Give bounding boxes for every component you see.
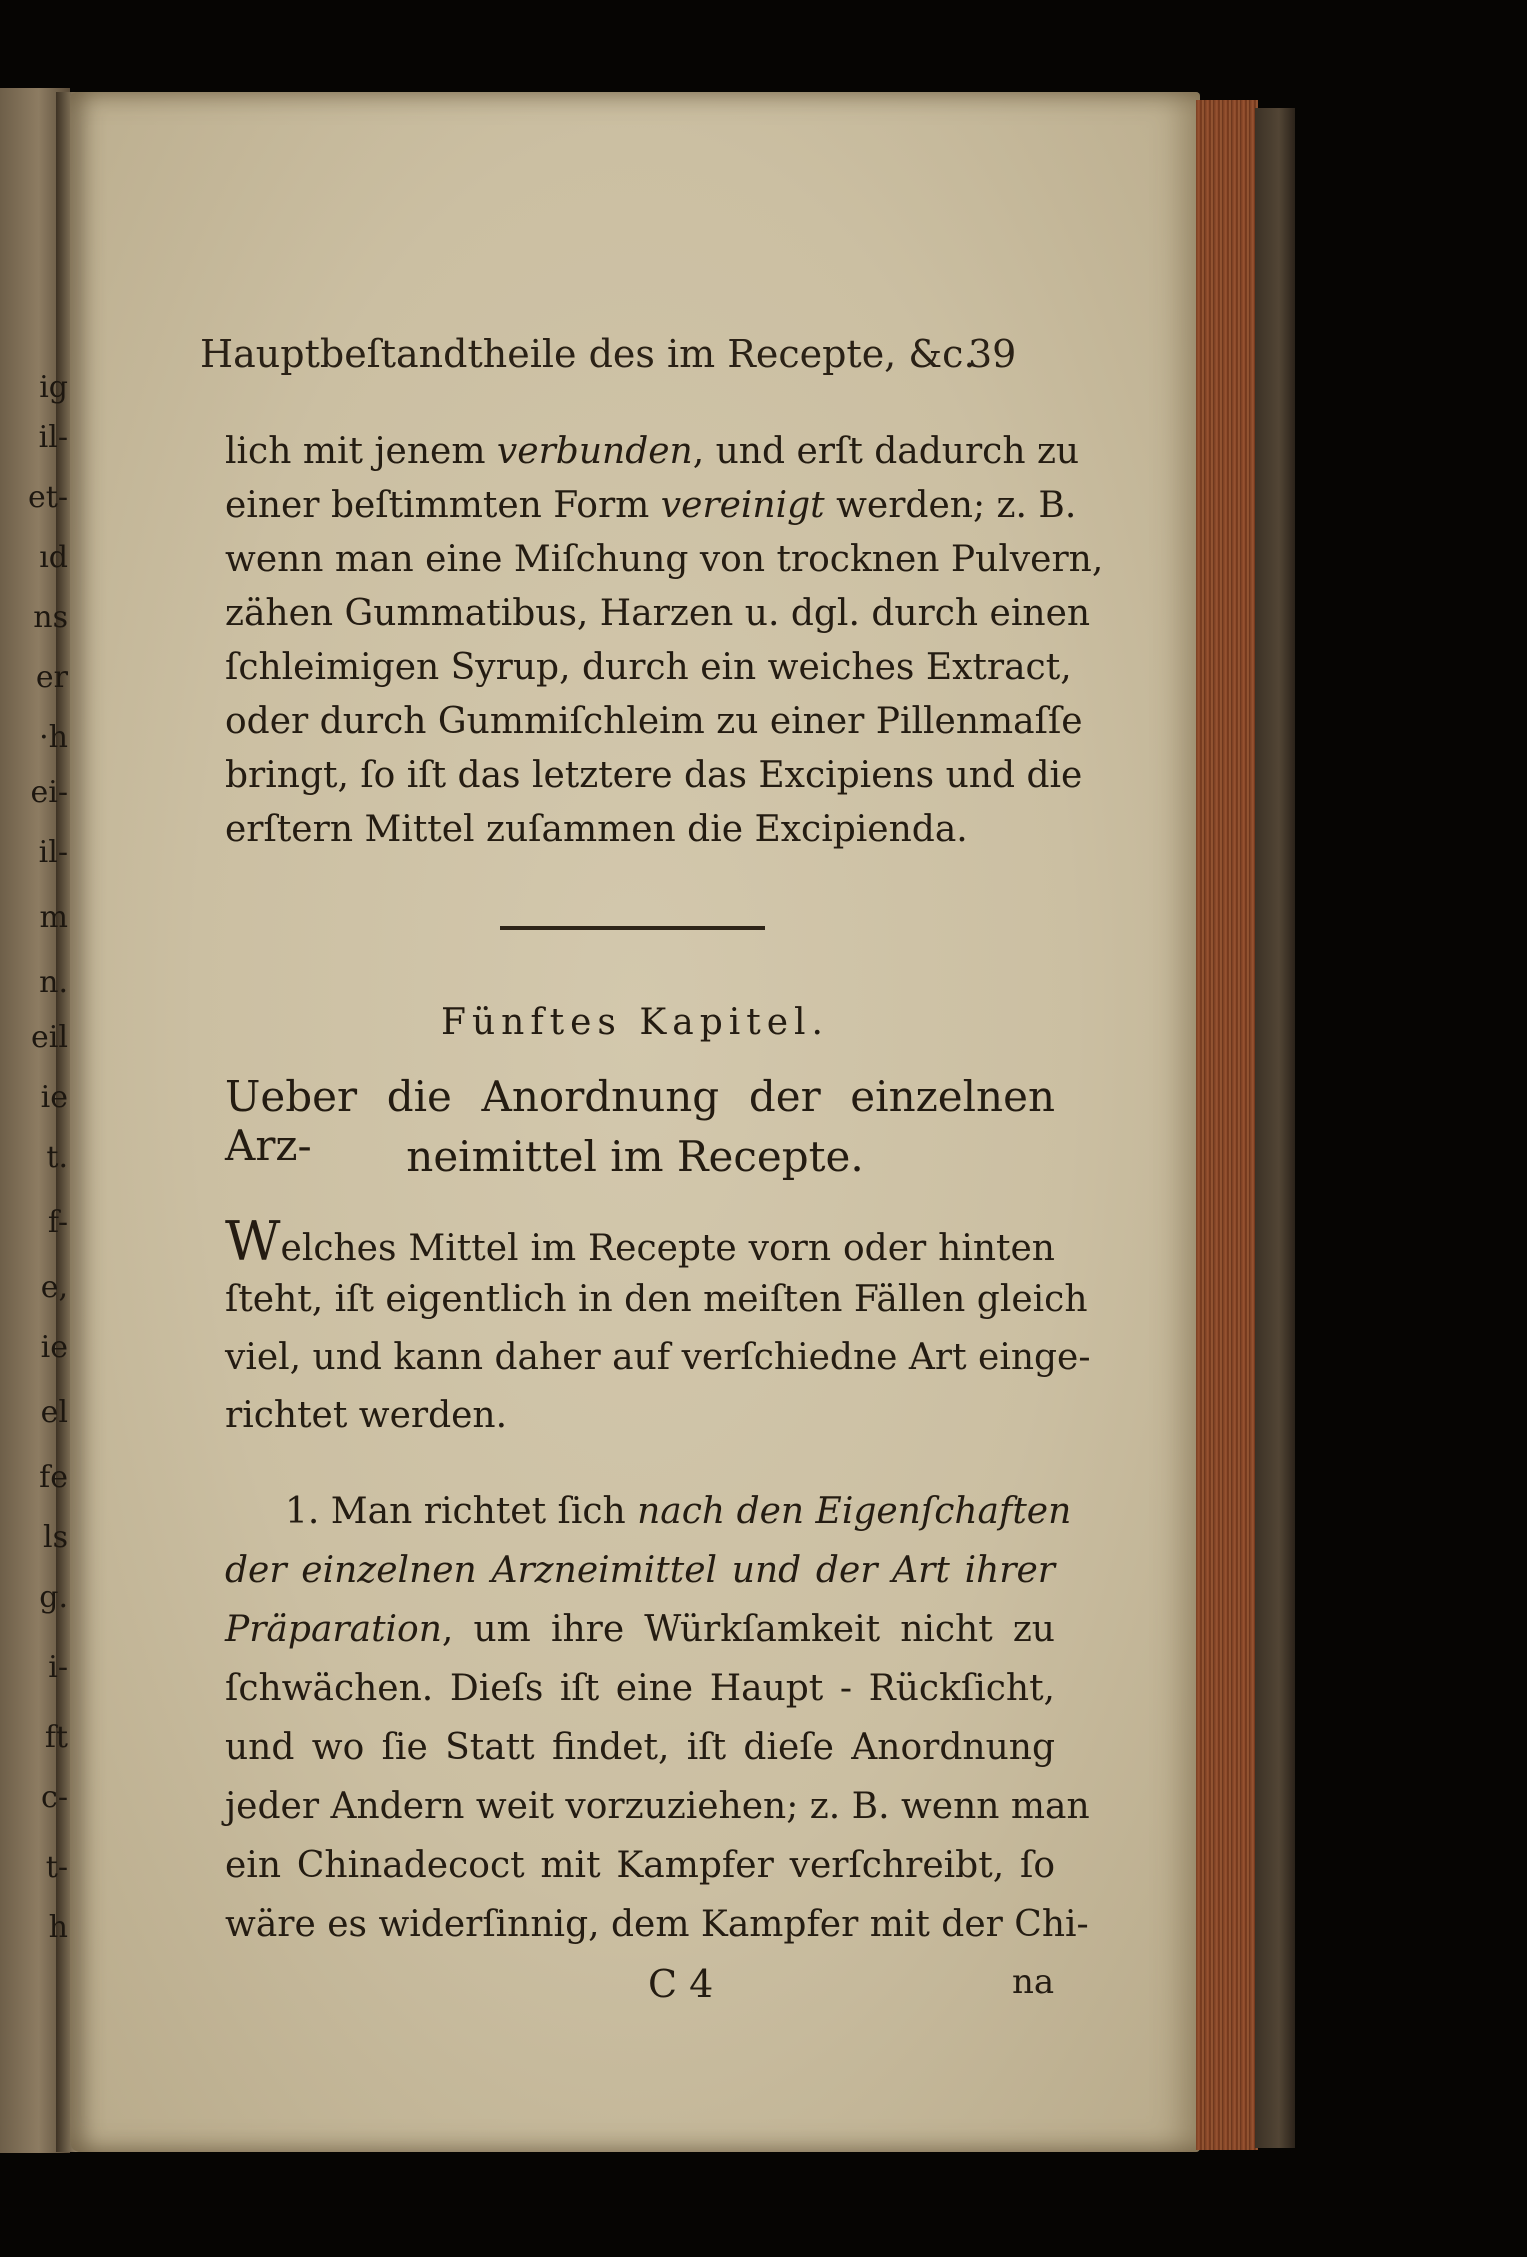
text-segment: ſteht, iſt eigentlich in den meiſten Fällen gleich <box>225 1279 1088 1320</box>
text-line <box>225 1337 1091 1378</box>
facing-page-fragment: el <box>40 1395 68 1430</box>
text-segment: , um ihre Würkſamkeit nicht zu <box>441 1609 1055 1650</box>
text-segment: oder durch Gummiſchleim zu einer Pillenmaſſe <box>225 701 1083 742</box>
facing-page-fragment: t- <box>45 1850 68 1885</box>
facing-page-fragment: ei- <box>30 775 68 810</box>
signature-mark: C 4 <box>648 1962 714 2006</box>
text-segment: ein Chinadecoct mit Kampfer verſchreibt, ſo <box>225 1845 1055 1886</box>
text-line <box>225 485 1077 526</box>
facing-page-fragment: ie <box>40 1080 68 1115</box>
chapter-divider-rule <box>500 926 765 930</box>
drop-cap: W <box>225 1210 281 1273</box>
text-segment: ſchwächen. Dieſs iſt eine Haupt - Rückſicht, <box>225 1668 1055 1709</box>
chapter-label: Fünftes Kapitel. <box>440 1002 829 1043</box>
book-page <box>70 92 1200 2152</box>
text-segment: , und erſt dadurch zu <box>692 431 1080 472</box>
catchword: na <box>1012 1962 1055 2002</box>
text-segment: ſchleimigen Syrup, durch ein weiches Extract, <box>225 647 1072 688</box>
text-line <box>225 1786 1090 1827</box>
facing-page-fragment: ns <box>33 600 68 635</box>
facing-page-fragment: ·h <box>39 720 68 755</box>
text-line <box>225 593 1091 634</box>
text-segment: jeder Andern weit vorzuziehen; z. B. wenn man <box>225 1786 1090 1827</box>
text-line <box>225 1669 1055 1709</box>
facing-page-fragment: er <box>35 660 68 695</box>
text-segment: viel, und kann daher auf verſchiedne Art einge- <box>225 1337 1091 1378</box>
text-segment: zähen Gummatibus, Harzen u. dgl. durch einen <box>225 593 1091 634</box>
italic-text: Präparation <box>225 1609 442 1650</box>
chapter-title-line-1: Ueber die Anordnung der einzelnen Arz- <box>225 1072 1055 1170</box>
text-segment: erſtern Mittel zuſammen die Excipienda. <box>225 809 968 850</box>
facing-page-fragment: ie <box>40 1330 68 1365</box>
facing-page-fragment: il- <box>38 420 68 455</box>
text-line <box>225 1210 1055 1273</box>
facing-page-fragment: f- <box>47 1205 68 1240</box>
text-segment: elches Mittel im Recepte vorn oder hinten <box>280 1228 1055 1269</box>
text-line <box>225 539 1104 580</box>
text-line <box>225 1728 1055 1768</box>
book-cover <box>1255 108 1295 2148</box>
text-line <box>225 1279 1088 1320</box>
facing-page-fragment: ıd <box>39 540 68 575</box>
facing-page-fragment: i- <box>48 1650 68 1685</box>
italic-text: der einzelnen Arzneimittel und der Art ihrer <box>225 1550 1055 1591</box>
text-line <box>225 1904 1089 1945</box>
text-segment: 1. Man richtet ſich <box>285 1491 638 1532</box>
chapter-title-line-2: neimittel im Recepte. <box>406 1132 864 1181</box>
facing-page-fragment: et- <box>28 480 68 515</box>
facing-page-fragment: il- <box>38 835 68 870</box>
text-line <box>225 755 1083 796</box>
page-number: 39 <box>968 332 1017 376</box>
italic-text: vereinigt <box>660 485 825 526</box>
facing-page-fragment: e, <box>40 1270 68 1305</box>
text-line <box>225 647 1072 688</box>
facing-page-fragment: t. <box>46 1140 68 1175</box>
text-segment: lich mit jenem <box>225 431 497 472</box>
facing-page-fragment: m <box>39 900 68 935</box>
text-segment: werden; z. B. <box>824 485 1077 526</box>
facing-page-fragment: n. <box>39 965 68 1000</box>
italic-text: verbunden <box>496 431 693 472</box>
facing-page-fragment: c- <box>41 1780 68 1815</box>
text-segment: bringt, ſo iſt das letztere das Excipiens und die <box>225 755 1083 796</box>
text-segment: einer beſtimmten Form <box>225 485 661 526</box>
text-line <box>225 1610 1055 1650</box>
text-segment: wenn man eine Miſchung von trocknen Pulvern, <box>225 539 1104 580</box>
facing-page-fragment: h <box>48 1910 68 1945</box>
text-segment: wäre es widerſinnig, dem Kampfer mit der Chi- <box>225 1904 1089 1945</box>
running-head: Hauptbeſtandtheile des im Recepte, &c. <box>200 332 976 376</box>
text-segment: und wo ſie Statt findet, iſt dieſe Anordnung <box>225 1727 1055 1768</box>
text-line <box>225 701 1083 742</box>
text-line <box>285 1491 1072 1532</box>
page-block-edge <box>1196 100 1258 2150</box>
text-line <box>225 1551 1055 1591</box>
facing-page-fragment: ls <box>43 1520 68 1555</box>
facing-page-fragment: eil <box>31 1020 68 1055</box>
text-line <box>225 431 1080 472</box>
facing-page-fragment: g. <box>39 1580 68 1615</box>
text-segment: richtet werden. <box>225 1395 508 1436</box>
italic-text: nach den Eigenſchaften <box>637 1491 1072 1532</box>
facing-page-fragment: fe <box>39 1460 68 1495</box>
text-line <box>225 1846 1055 1886</box>
text-line <box>225 1396 1055 1436</box>
facing-page-fragment: ig <box>39 370 68 405</box>
text-line <box>225 810 1055 850</box>
facing-page-fragment: ft <box>44 1720 68 1755</box>
